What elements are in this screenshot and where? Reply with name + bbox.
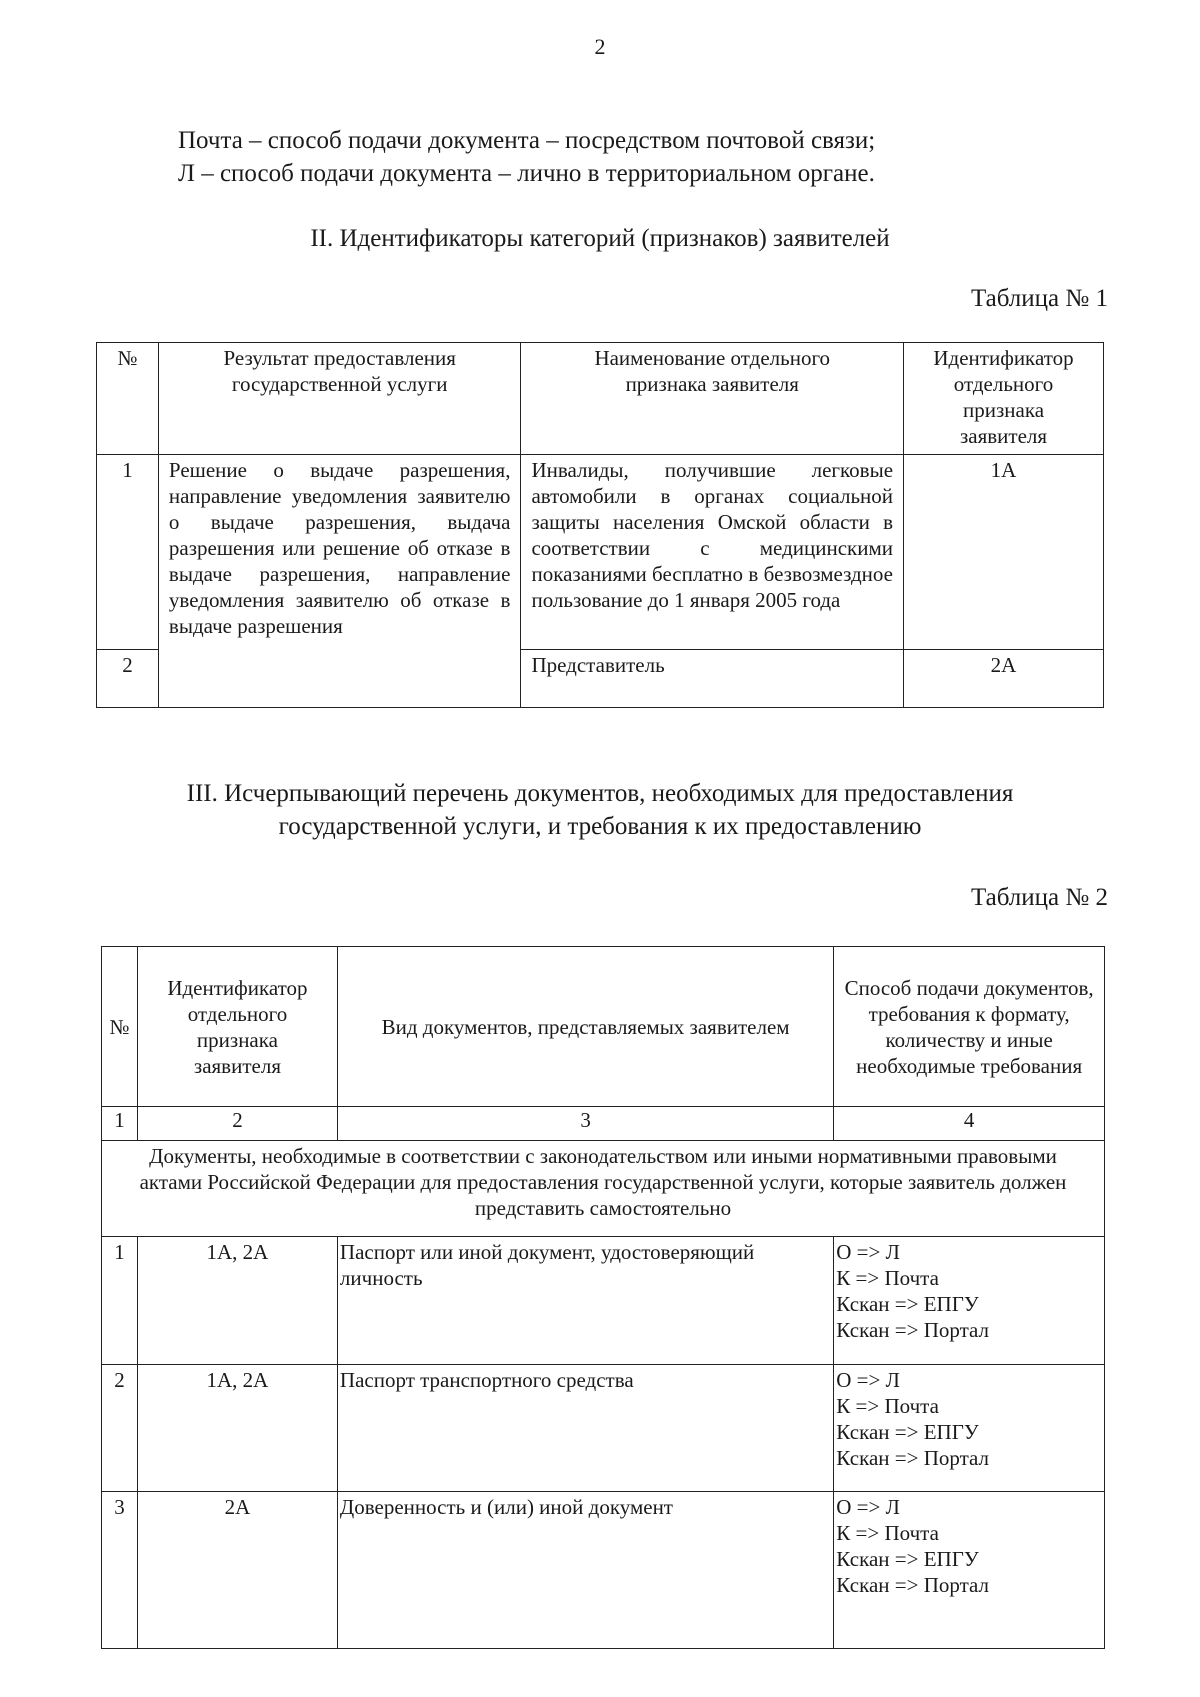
- page-number: 2: [594, 34, 606, 59]
- method-item: О => Л: [836, 1367, 900, 1392]
- group-heading-row: [102, 1140, 1105, 1236]
- table-header-row: [102, 947, 1105, 1107]
- row-id: 1А: [904, 455, 1104, 650]
- row-num: 3: [102, 1492, 138, 1649]
- header-num: №: [97, 343, 159, 455]
- header-num: №: [102, 947, 138, 1107]
- col-number: 4: [834, 1107, 1105, 1141]
- table-row: [102, 1492, 1105, 1649]
- section-3-title: [0, 777, 1200, 843]
- method-item: Кскан => ЕПГУ: [836, 1547, 979, 1572]
- group-heading: Документы, необходимые в соответствии с законодательством или иными нормативными правовыми актами Российской Федерации для предоставления государственной услуги, которые заявитель должен представить самостоятельно: [102, 1140, 1105, 1236]
- method-item: К => Почта: [836, 1393, 939, 1418]
- row-name: Представитель: [521, 650, 904, 708]
- col-number: 3: [337, 1107, 833, 1141]
- row-ids: 2А: [137, 1492, 337, 1649]
- row-methods: [834, 1236, 1105, 1364]
- row-num: 1: [102, 1236, 138, 1364]
- row-methods: [834, 1364, 1105, 1492]
- col-number: 2: [137, 1107, 337, 1141]
- table-row: [97, 455, 1104, 650]
- row-doc: Паспорт транспортного средства: [337, 1364, 833, 1492]
- intro-text: [178, 124, 875, 190]
- table-required-documents: [101, 946, 1105, 1649]
- col-number: 1: [102, 1107, 138, 1141]
- method-item: Кскан => Портал: [836, 1573, 990, 1598]
- method-item: О => Л: [836, 1239, 900, 1264]
- table-header-row: [97, 343, 1104, 455]
- merged-result-cell: Решение о выдаче разрешения, направление уведомления заявителю о выдаче разрешения, выдача разрешения или решение об отказе в выдаче разрешения, направление уведомления заявителю об отказе в выдаче разрешения: [158, 455, 521, 708]
- column-numbers-row: [102, 1107, 1105, 1141]
- table-2-caption: Таблица № 2: [970, 884, 1108, 911]
- row-doc: Паспорт или иной документ, удостоверяющий личность: [337, 1236, 833, 1364]
- method-item: Кскан => ЕПГУ: [836, 1291, 979, 1316]
- header-id: Идентификатор отдельного признака заявителя: [137, 947, 337, 1107]
- row-num: 2: [102, 1364, 138, 1492]
- table-1-caption: Таблица № 1: [970, 285, 1108, 312]
- method-item: Кскан => Портал: [836, 1317, 990, 1342]
- intro-line-post: Почта – способ подачи документа – посредством почтовой связи;: [178, 127, 876, 154]
- header-method: Способ подачи документов, требования к формату, количеству и иные необходимые требования: [834, 947, 1105, 1107]
- section-2-title: II. Идентификаторы категорий (признаков) заявителей: [310, 225, 890, 252]
- method-item: К => Почта: [836, 1265, 939, 1290]
- section-3-title-line: государственной услуги, и требования к их предоставлению: [278, 813, 922, 840]
- table-row: [102, 1364, 1105, 1492]
- row-doc: Доверенность и (или) иной документ: [337, 1492, 833, 1649]
- table-row: [102, 1236, 1105, 1364]
- header-name: Наименование отдельного признака заявителя: [521, 343, 904, 455]
- method-item: О => Л: [836, 1495, 900, 1520]
- intro-line-personal: Л – способ подачи документа – лично в территориальном органе.: [178, 160, 875, 187]
- row-methods: [834, 1492, 1105, 1649]
- section-3-title-line: III. Исчерпывающий перечень документов, необходимых для предоставления: [186, 780, 1014, 807]
- row-num: 1: [97, 455, 159, 650]
- row-ids: 1А, 2А: [137, 1364, 337, 1492]
- method-item: Кскан => Портал: [836, 1445, 990, 1470]
- row-ids: 1А, 2А: [137, 1236, 337, 1364]
- row-id: 2А: [904, 650, 1104, 708]
- header-kind: Вид документов, представляемых заявителем: [337, 947, 833, 1107]
- method-item: Кскан => ЕПГУ: [836, 1419, 979, 1444]
- header-result: Результат предоставления государственной услуги: [158, 343, 521, 455]
- row-num: 2: [97, 650, 159, 708]
- row-name: Инвалиды, получившие легковые автомобили в органах социальной защиты населения Омской области в соответствии с медицинскими показаниями бесплатно в безвозмездное пользование до 1 января 2005 года: [521, 455, 904, 650]
- table-applicant-categories: [96, 342, 1104, 708]
- header-id: Идентификатор отдельного признака заявителя: [904, 343, 1104, 455]
- method-item: К => Почта: [836, 1521, 939, 1546]
